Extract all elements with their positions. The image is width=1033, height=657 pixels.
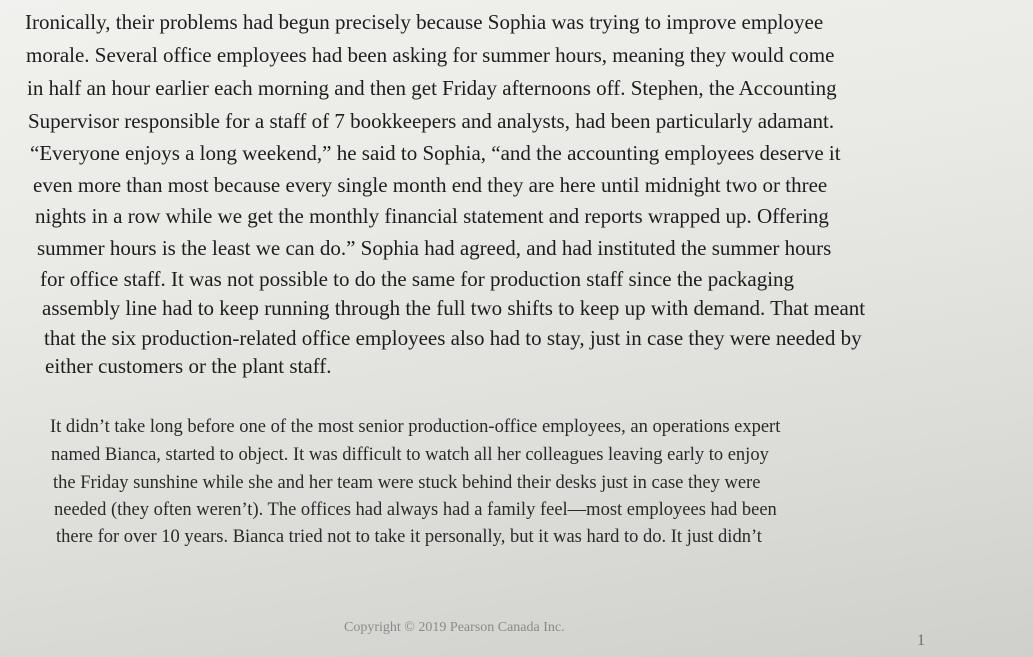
paragraph-1-line: that the six production-related office employees also had to stay, just in case they were needed by (44, 326, 862, 350)
paragraph-2-line: It didn’t take long before one of the most senior production-office employees, an operations expert (50, 417, 781, 437)
copyright-footer: Copyright © 2019 Pearson Canada Inc. (344, 620, 565, 635)
paragraph-1-line: in half an hour earlier each morning and then get Friday afternoons off. Stephen, the Accounting (27, 76, 837, 100)
page-number: 1 (917, 632, 925, 649)
paragraph-2-line: named Bianca, started to object. It was difficult to watch all her colleagues leaving early to enjoy (51, 445, 769, 465)
paragraph-1-line: either customers or the plant staff. (45, 354, 332, 378)
paragraph-1-line: for office staff. It was not possible to do the same for production staff since the packaging (40, 267, 795, 291)
paragraph-1-line: “Everyone enjoys a long weekend,” he said to Sophia, “and the accounting employees deserve it (30, 141, 841, 165)
paragraph-2-line: there for over 10 years. Bianca tried not to take it personally, but it was hard to do. It just didn’t (56, 527, 762, 547)
paragraph-2-line: needed (they often weren’t). The offices had always had a family feel—most employees had been (54, 500, 777, 520)
paragraph-1-line: Ironically, their problems had begun precisely because Sophia was trying to improve employee (25, 10, 824, 34)
paragraph-1-line: assembly line had to keep running through the full two shifts to keep up with demand. That meant (42, 296, 866, 320)
paragraph-1-line: nights in a row while we get the monthly financial statement and reports wrapped up. Offering (35, 204, 829, 228)
paragraph-2-line: the Friday sunshine while she and her team were stuck behind their desks just in case they were (53, 473, 761, 493)
paragraph-1-line: Supervisor responsible for a staff of 7 bookkeepers and analysts, had been particularly adamant. (28, 109, 835, 133)
paragraph-1-line: summer hours is the least we can do.” Sophia had agreed, and had instituted the summer hours (37, 236, 832, 260)
paragraph-1-line: even more than most because every single month end they are here until midnight two or three (33, 173, 828, 197)
paragraph-1-line: morale. Several office employees had been asking for summer hours, meaning they would come (26, 43, 835, 67)
